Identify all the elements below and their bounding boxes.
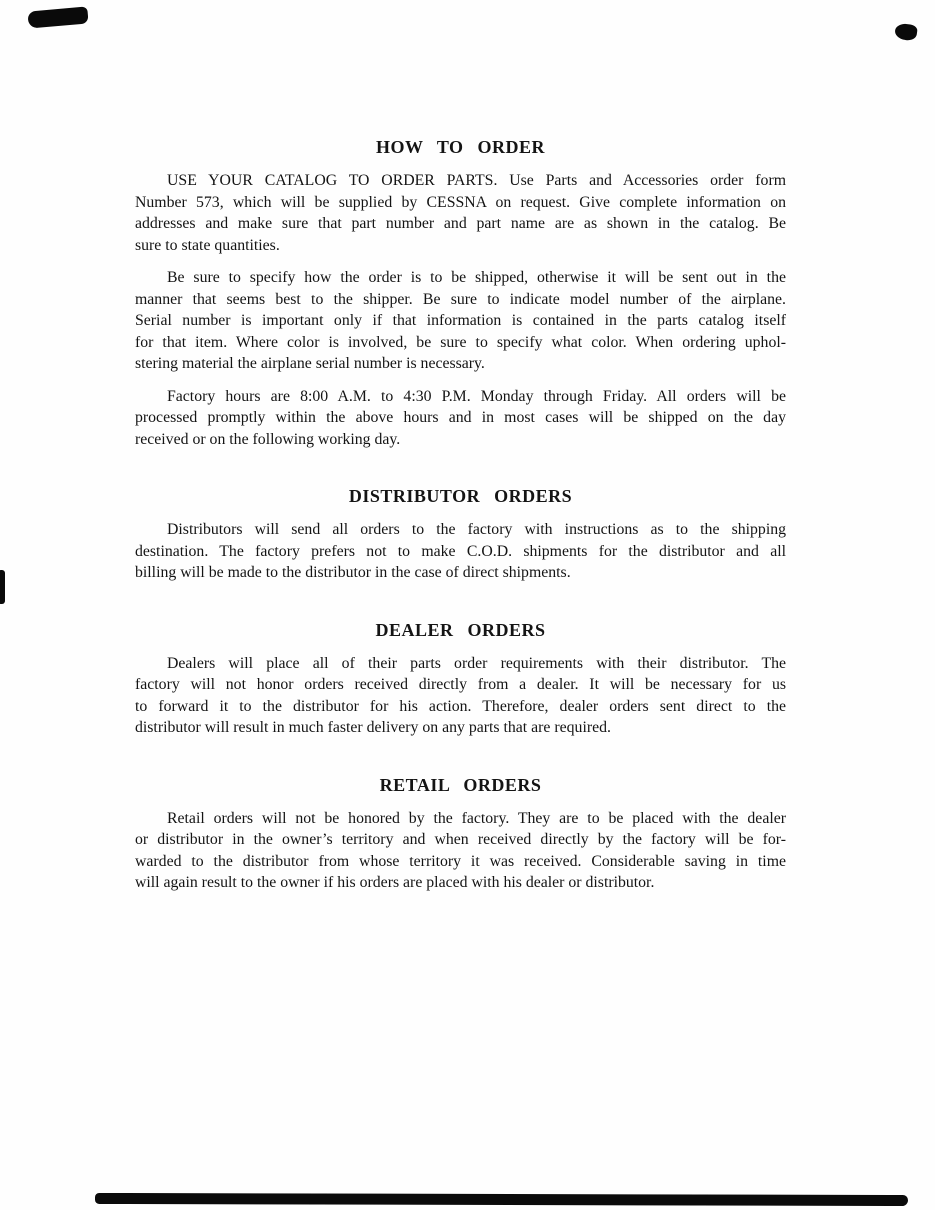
section-heading: DISTRIBUTOR ORDERS [348, 486, 573, 506]
document-blocks [135, 170, 786, 894]
paragraph-line: Number 573, which will be supplied by CESSNA on request. Give complete information on [135, 193, 786, 211]
section-heading: RETAIL ORDERS [379, 774, 542, 795]
top-right-ink-dot-artifact [894, 23, 918, 42]
paragraph [135, 170, 786, 256]
top-left-ink-smudge-artifact [27, 6, 88, 28]
paragraph-line: stering material the airplane serial number is necessary. [135, 355, 485, 372]
paragraph-line: factory will not honor orders received directly from a dealer. It will be necessary for us [135, 676, 786, 693]
page-content [135, 0, 786, 905]
paragraph-line: sure to state quantities. [135, 236, 280, 254]
bottom-scan-bar-artifact [95, 1193, 908, 1206]
paragraph-line: addresses and make sure that part number and part name are as shown in the catalog. Be [135, 215, 786, 232]
paragraph-line: warded to the distributor from whose territory it was received. Considerable saving in time [135, 852, 786, 870]
section-heading: DEALER ORDERS [375, 619, 546, 640]
paragraph-line: to forward it to the distributor for his action. Therefore, dealer orders sent direct to the [135, 697, 786, 715]
paragraph [135, 653, 786, 739]
paragraph-line: received or on the following working day. [135, 430, 401, 448]
paragraph [135, 808, 786, 894]
paragraph-line: will again result to the owner if his orders are placed with his dealer or distributor. [135, 874, 655, 891]
paragraph [135, 519, 786, 584]
paragraph-line: Distributors will send all orders to the factory with instructions as to the shipping [167, 521, 786, 538]
paragraph-line: for that item. Where color is involved, be sure to specify what color. When ordering uphol- [135, 333, 786, 351]
paragraph-line: Dealers will place all of their parts order requirements with their distributor. The [167, 654, 786, 672]
paragraph-line: processed promptly within the above hours and in most cases will be shipped on the day [135, 409, 786, 426]
paragraph [135, 267, 786, 375]
paragraph-line: Factory hours are 8:00 A.M. to 4:30 P.M. Monday through Friday. All orders will be [167, 387, 786, 405]
paragraph-line: Retail orders will not be honored by the factory. They are to be placed with the dealer [167, 809, 786, 827]
left-edge-ink-mark-artifact [0, 570, 5, 604]
paragraph-line: Be sure to specify how the order is to be shipped, otherwise it will be sent out in the [167, 269, 786, 286]
paragraph-line: distributor will result in much faster delivery on any parts that are required. [135, 719, 611, 736]
paragraph-line: USE YOUR CATALOG TO ORDER PARTS. Use Parts and Accessories order form [167, 172, 786, 189]
paragraph-line: or distributor in the owner’s territory and when received directly by the factory will be for- [135, 831, 786, 848]
page-title: HOW TO ORDER [375, 137, 546, 157]
paragraph-line: destination. The factory prefers not to make C.O.D. shipments for the distributor and all [135, 542, 786, 560]
paragraph-line: billing will be made to the distributor in the case of direct shipments. [135, 564, 571, 581]
paragraph-line: Serial number is important only if that information is contained in the parts catalog itself [135, 312, 786, 329]
paragraph-line: manner that seems best to the shipper. Be sure to indicate model number of the airplane. [135, 290, 786, 308]
paragraph [135, 386, 786, 451]
